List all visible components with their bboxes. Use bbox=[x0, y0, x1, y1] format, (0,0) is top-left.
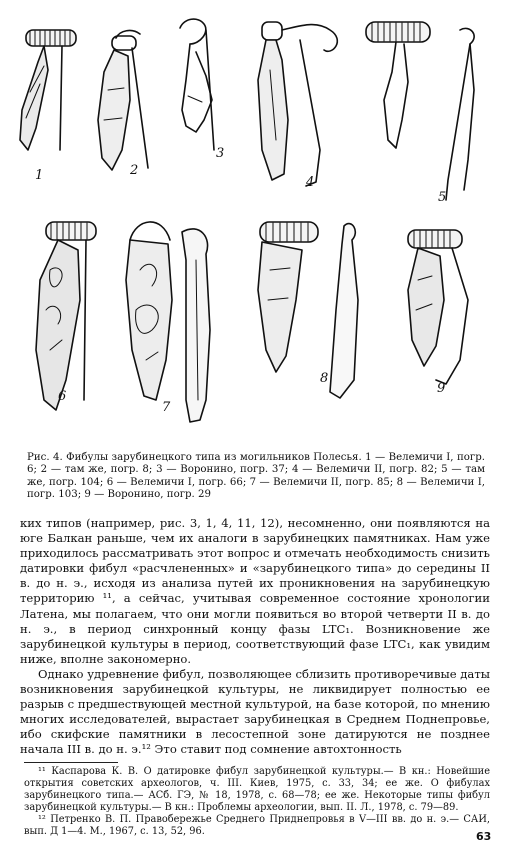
figure-caption-text: Рис. 4. Фибулы зарубинецкого типа из могильников Полесья. 1 — Велемичи I, погр. 6; 2 — там же, погр. 8; 3 — Воронино, погр. 37; 4 — Велемичи II, погр. 82; 5 — там же, погр. 104; 6 — Велемичи I, погр. 66; 7 — Велемичи II, погр. 85; 8 — Велемичи I, погр. 103; 9 — Воронино, погр. 29 bbox=[27, 452, 485, 501]
fibula-4 bbox=[258, 22, 337, 186]
figure-number-6: 6 bbox=[58, 389, 67, 404]
body-paragraph-2: Однако удревнение фибул, позволяющее сблизить противоречивые даты возникновения зарубинецкой культуры, не ликвидирует полностью ее разрыв с предшествующей местной культурой, на базе которой, по мнению многих исследователей, вырастает зарубинецкая в Среднем Поднепровье, ибо скифские памятники в лесостепной зоне датируются не позднее начала III в. до н. э.¹² Это ставит под сомнение автохтонность bbox=[20, 666, 490, 757]
footnotes bbox=[24, 766, 490, 837]
figure-number-8: 8 bbox=[320, 371, 329, 386]
figure-number-7: 7 bbox=[162, 400, 171, 415]
figure-number-2: 2 bbox=[130, 163, 139, 178]
fibula-5 bbox=[366, 22, 474, 200]
fibula-3 bbox=[180, 19, 214, 150]
figure-caption bbox=[27, 452, 485, 502]
figure-number-9: 9 bbox=[437, 381, 446, 396]
fibula-9 bbox=[408, 230, 468, 384]
footnote-11: ¹¹ Каспарова К. В. О датировке фибул зарубинецкой культуры.— В кн.: Новейшие открытия советских археологов, ч. III. Киев, 1975, с. 33, 34; ее же. О фибулах зарубинецкого типа.— АСб. ГЭ, № 18, 1978, с. 68—78; ее же. Некоторые типы фибул зарубинецкой культуры.— В кн.: Проблемы археологии, вып. II. Л., 1978, с. 79—89. bbox=[24, 766, 490, 813]
fibula-6 bbox=[36, 222, 96, 410]
page-number: 63 bbox=[476, 830, 492, 843]
figure-number-3: 3 bbox=[216, 146, 225, 161]
fibula-1 bbox=[20, 30, 76, 150]
figure-number-5: 5 bbox=[438, 190, 447, 205]
footnote-12: ¹² Петренко В. П. Правобережье Среднего Приднепровья в V—III вв. до н. э.— САИ, вып. Д 1—4. М., 1967, с. 13, 52, 96. bbox=[24, 813, 490, 837]
body-text bbox=[20, 516, 490, 758]
fibula-8 bbox=[258, 222, 358, 398]
body-paragraph-1: ких типов (например, рис. 3, 1, 4, 11, 12), несомненно, они появляются на юге Балкан раньше, чем их аналоги в зарубинецких памятниках. Нам уже приходилось рассматривать этот вопрос и отмечать необходимость снизить датировки фибул «расчлененных» и «зарубинецкого типа» до середины II в. до н. э., исходя из анализа путей их проникновения на зарубинецкую территорию ¹¹, а сейчас, учитывая современное состояние хронологии Латена, мы полагаем, что они могли появиться во второй четверти II в. до н. э., в период синхронный концу фазы LTC₁. Возникновение же зарубинецкой культуры в период, соответствующий фазе LTC₁, как увидим ниже, вполне закономерно. bbox=[20, 516, 490, 666]
figure-number-1: 1 bbox=[35, 168, 44, 183]
footnote-divider bbox=[24, 762, 118, 763]
figure-number-4: 4 bbox=[306, 175, 315, 190]
fibula-2 bbox=[98, 31, 148, 170]
fibula-7 bbox=[126, 222, 210, 422]
